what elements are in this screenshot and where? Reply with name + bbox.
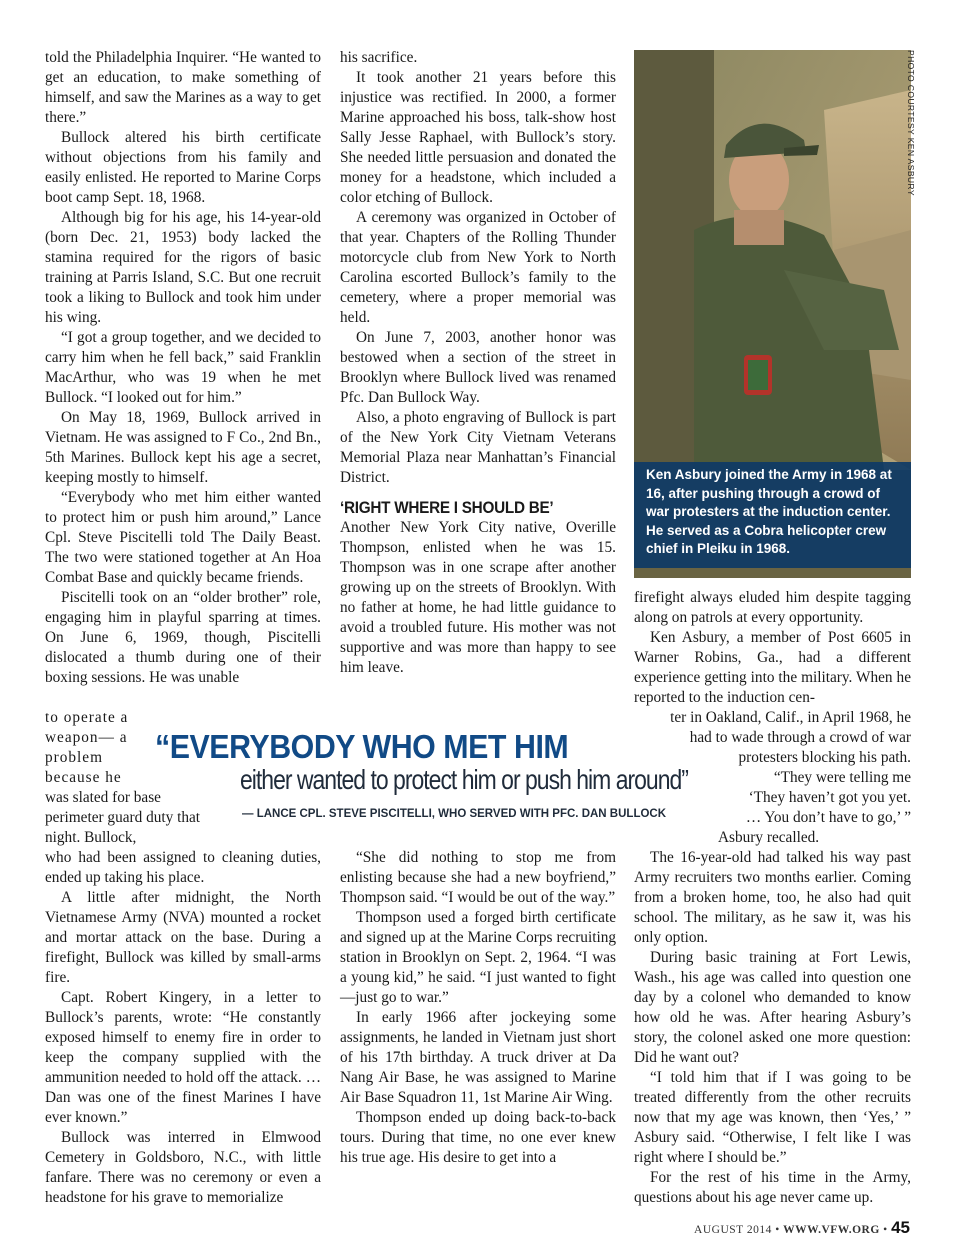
column-1-wrap-a — [45, 708, 138, 788]
wrap-line: had to wade through a crowd of war — [689, 729, 911, 746]
paragraph: For the rest of his time in the Army, questions about his age never came up. — [634, 1169, 911, 1206]
paragraph: Another New York City native, Overille Thompson, enlisted when he was 15. Thompson was in one scrape after another growing up on the streets of Brooklyn. With no father at home, he had little guidance to avoid a troubled future. His mother was not supportive and was more than happy to see him leave. — [340, 519, 616, 676]
paragraph: During basic training at Fort Lewis, Wash., his age was called into question one day by a colonel who demanded to know how old he was. After hearing Asbury’s story, the colonel asked one more question: Did he want out? — [634, 949, 911, 1066]
column-1-wrap-b — [45, 788, 205, 848]
footer-separator: • — [775, 1224, 780, 1236]
page-footer — [694, 1218, 910, 1238]
paragraph: told the Philadelphia Inquirer. “He wanted to get an education, to make something of himself, and saw the Marines as a way to get there.” — [45, 49, 321, 126]
paragraph: “She did nothing to stop me from enlisting because she had a new boyfriend,” Thompson said. “I would be out of the way.” — [340, 849, 616, 906]
column-2-top — [340, 48, 616, 678]
paragraph: Thompson used a forged birth certificate and signed up at the Marine Corps recruiting station in Brooklyn on Sept. 2, 1964. “I was a young kid,” he said. “I just wanted to fight—just go to war.” — [340, 909, 616, 1006]
wrap-line: protesters blocking his path. — [738, 749, 911, 766]
paragraph: who had been assigned to cleaning duties, ended up taking his place. — [45, 849, 321, 886]
paragraph: On June 7, 2003, another honor was bestowed when a section of the street in Brooklyn where Bullock lived was renamed Pfc. Dan Bullock Way. — [340, 329, 616, 406]
wrap-line: “They were telling me — [773, 769, 911, 786]
paragraph: “I told him that if I was going to be treated differently from the other recruits now that my age was known, then ‘Yes,’ ” Asbury said. “Otherwise, I felt like I was right where I should be.” — [634, 1069, 911, 1166]
website-link[interactable]: WWW.VFW.ORG — [783, 1224, 880, 1236]
column-3-top — [634, 588, 911, 708]
paragraph: Capt. Robert Kingery, in a letter to Bullock’s parents, wrote: “He constantly exposed himself to enemy fire in order to keep the company supplied with the ammunition needed to hold off the attack. … Dan was one of the finest Marines I have ever known.” — [45, 989, 321, 1126]
footer-separator: • — [883, 1224, 888, 1236]
paragraph: It took another 21 years before this injustice was rectified. In 2000, a former Marine approached his boss, talk-show host Sally Jesse Raphael, with Bullock’s story. She needed little persuasion and donated the money for a headstone, which included a color etching of Bullock. — [340, 69, 616, 206]
column-1-top — [45, 48, 321, 688]
paragraph: Thompson ended up doing back-to-back tours. During that time, no one ever knew his true age. His desire to get into a — [340, 1109, 616, 1166]
pull-quote-headline: “EVERYBODY WHO MET HIM — [155, 728, 569, 765]
paragraph: “I got a group together, and we decided to carry him when he fell back,” said Franklin MacArthur, who was 19 when he met Bullock. “I looked out for him.” — [45, 329, 321, 406]
issue-date: AUGUST 2014 — [694, 1224, 772, 1236]
column-2-bottom — [340, 848, 616, 1168]
pull-quote-attribution: — LANCE CPL. STEVE PISCITELLI, WHO SERVED WITH PFC. DAN BULLOCK — [242, 808, 667, 820]
paragraph: Bullock altered his birth certificate without objections from his family and easily enlisted. He reported to Marine Corps boot camp Sept. 18, 1968. — [45, 129, 321, 206]
paragraph: to operate a weapon— a problem because he — [45, 709, 129, 786]
paragraph: Although big for his age, his 14-year-old (born Dec. 21, 1953) body lacked the stamina required for the rigors of basic training at Parris Island, S.C. But one recruit took a liking to Bullock and took him under his wing. — [45, 209, 321, 326]
paragraph: In early 1966 after jockeying some assignments, he landed in Vietnam just short of his 17th birthday. A truck driver at Da Nang Air Base, he was assigned to Marine Air Base Squadron 11, 1st Marine Air Wing. — [340, 1009, 616, 1106]
column-1-bottom — [45, 848, 321, 1208]
paragraph: was slated for base perimeter guard duty that night. Bullock, — [45, 789, 201, 846]
column-3-bottom — [634, 848, 911, 1208]
photo-credit — [906, 50, 922, 250]
paragraph: Piscitelli took on an “older brother” role, engaging him in playful sparring at times. On June 6, 1969, though, Piscitelli dislocated a thumb during one of their boxing sessions. He was unable — [45, 589, 321, 686]
paragraph: A ceremony was organized in October of that year. Chapters of the Rolling Thunder motorcycle club from New York to North Carolina escorted Bullock’s family to the cemetery, where a proper memorial was held. — [340, 209, 616, 326]
wrap-line: … You don’t have to go,’ ” — [745, 809, 911, 826]
wrap-line: ‘They haven’t got you yet. — [748, 789, 911, 806]
wrap-line: ter in Oakland, Calif., in April 1968, he — [670, 709, 911, 726]
paragraph: firefight always eluded him despite tagging along on patrols at every opportunity. — [634, 589, 911, 626]
photo-credit-text: PHOTO COURTESY KEN ASBURY — [906, 50, 916, 196]
paragraph: Ken Asbury, a member of Post 6605 in Warner Robins, Ga., had a different experience getting into the military. When he reported to the induction cen- — [634, 629, 911, 706]
paragraph: “Everybody who met him either wanted to protect him or push him around,” Lance Cpl. Steve Piscitelli told The Daily Beast. The two were stationed together at An Hoa Combat Base and quickly became friends. — [45, 489, 321, 586]
wrap-line: Asbury recalled. — [718, 829, 820, 846]
section-subhead: ‘RIGHT WHERE I SHOULD BE’ — [340, 498, 554, 517]
paragraph: The 16-year-old had talked his way past Army recruiters two months earlier. Coming from a broken home, too, he also had quit school. The military, as he saw it, was his only option. — [634, 849, 911, 946]
paragraph: his sacrifice. — [340, 49, 418, 66]
pull-quote-subline: either wanted to protect him or push him around” — [240, 764, 688, 795]
photo-caption: Ken Asbury joined the Army in 1968 at 16, after pushing through a crowd of war protesters at the induction center. He served as a Cobra helicopter crew chief in Pleiku in 1968. — [634, 462, 911, 568]
paragraph: Also, a photo engraving of Bullock is part of the New York City Vietnam Veterans Memorial Plaza near Manhattan’s Financial District. — [340, 409, 616, 486]
paragraph: A little after midnight, the North Vietnamese Army (NVA) mounted a rocket and mortar attack on the base. During a firefight, Bullock was killed by small-arms fire. — [45, 889, 321, 986]
paragraph: Bullock was interred in Elmwood Cemetery in Goldsboro, N.C., with little fanfare. There was no ceremony or even a headstone for his grave to memorialize — [45, 1129, 321, 1206]
paragraph: On May 18, 1969, Bullock arrived in Vietnam. He was assigned to F Co., 2nd Bn., 5th Marines. Bullock kept his age a secret, keeping mostly to himself. — [45, 409, 321, 486]
page-number: 45 — [891, 1218, 910, 1237]
